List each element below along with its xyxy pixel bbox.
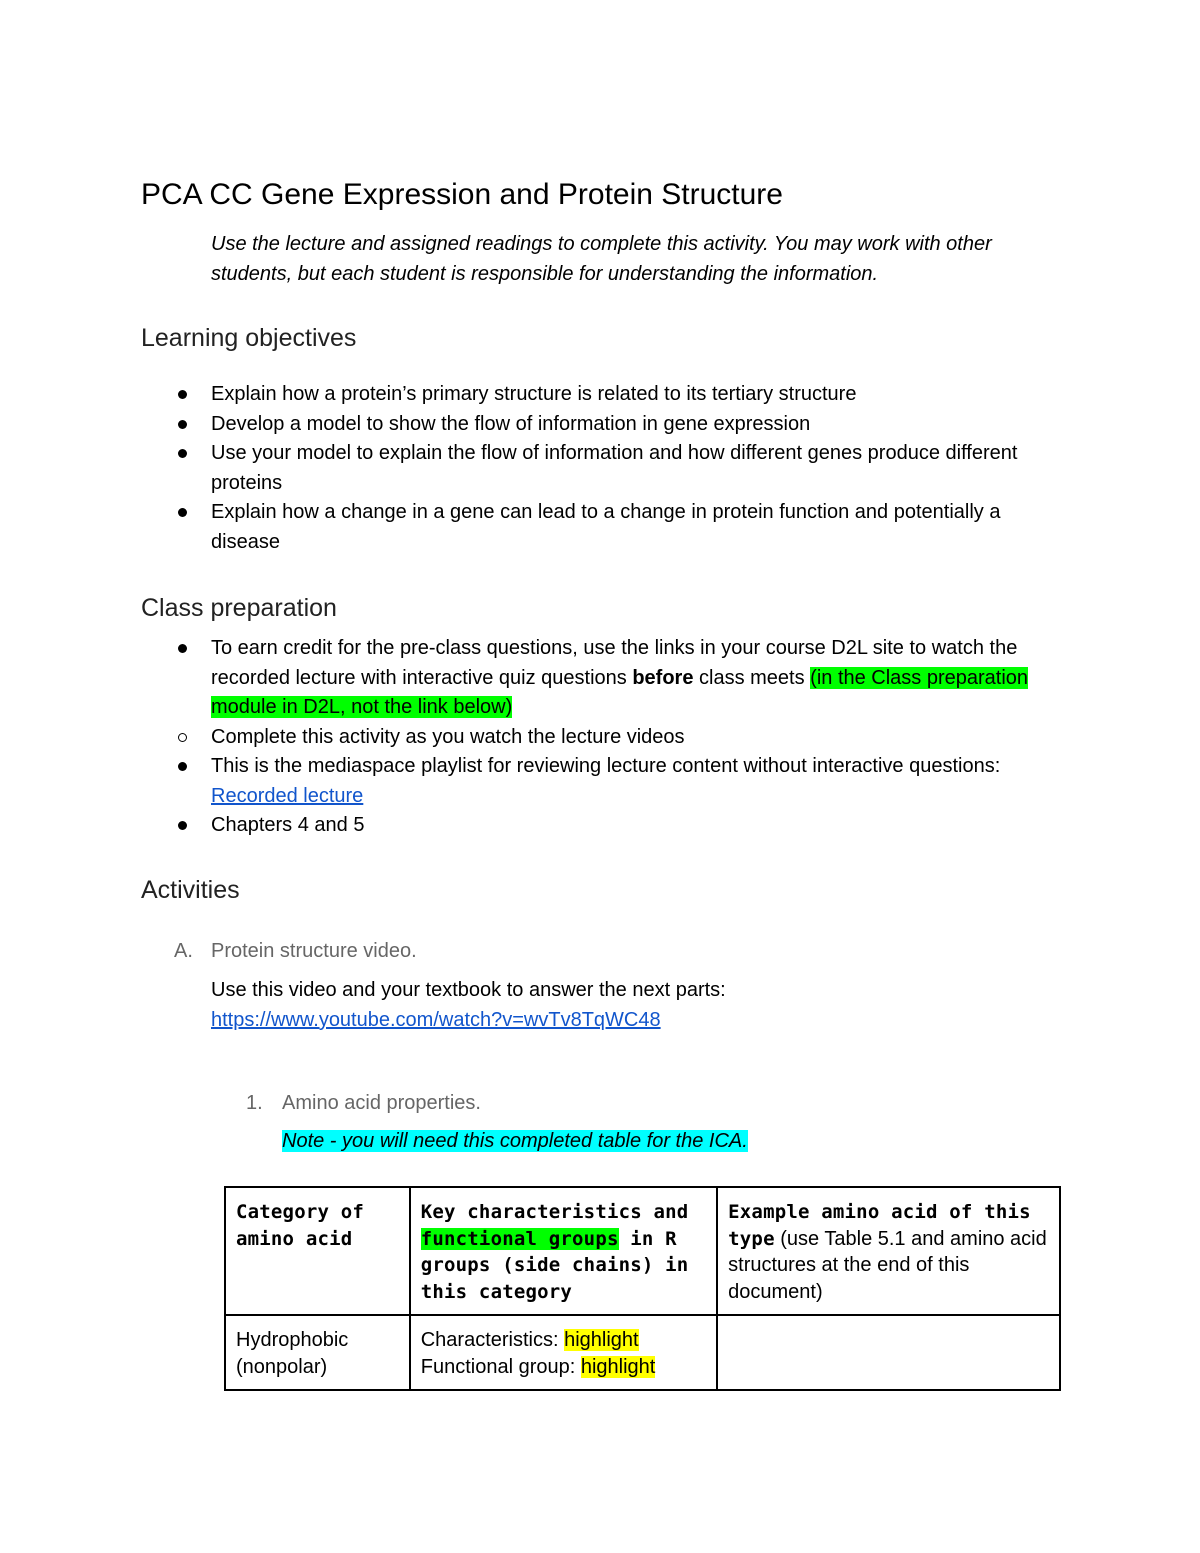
list-item: To earn credit for the pre-class questions, use the links in your course D2L site to watch the recorded lecture with interactive quiz questions before class meets (in the Class preparation module in D2L, not the link below)	[211, 634, 1061, 723]
bullet-icon	[178, 644, 187, 653]
youtube-video-link[interactable]: https://www.youtube.com/watch?v=wvTv8TqWC48	[211, 1009, 661, 1031]
item-title: Amino acid properties.	[282, 1092, 481, 1114]
section-title: Protein structure video.	[211, 940, 417, 962]
table-header-cell: Key characteristics and functional groups in R groups (side chains) in this category	[410, 1187, 717, 1315]
list-item: This is the mediaspace playlist for reviewing lecture content without interactive questions: Recorded lecture	[211, 752, 1061, 811]
learning-objectives-heading: Learning objectives	[141, 324, 357, 352]
bullet-icon	[178, 762, 187, 771]
section-instructions: Use this video and your textbook to answer the next parts:	[211, 979, 726, 1001]
highlighted-text: (in the Class preparation module in D2L, not the link below)	[211, 666, 1029, 718]
section-marker: A.	[174, 940, 193, 962]
table-header-cell: Example amino acid of this type (use Table 5.1 and amino acid structures at the end of this document)	[717, 1187, 1060, 1315]
bullet-icon	[178, 420, 187, 429]
activities-heading: Activities	[141, 876, 240, 904]
item-marker: 1.	[246, 1092, 263, 1114]
class-preparation-heading: Class preparation	[141, 594, 337, 622]
amino-acid-table	[224, 1186, 1061, 1391]
list-item: Explain how a change in a gene can lead to a change in protein function and potentially a disease	[211, 498, 1061, 557]
list-item: Chapters 4 and 5	[211, 811, 1061, 841]
table-cell[interactable]: Characteristics: highlight Functional group: highlight	[410, 1315, 717, 1390]
bullet-icon	[178, 821, 187, 830]
note-text: Note - you will need this completed table for the ICA.	[282, 1130, 748, 1152]
list-item: Use your model to explain the flow of information and how different genes produce different proteins	[211, 439, 1061, 498]
bullet-icon	[178, 449, 187, 458]
circle-bullet-icon	[178, 733, 187, 742]
table-header-cell: Category of amino acid	[225, 1187, 410, 1315]
bullet-icon	[178, 390, 187, 399]
bullet-icon	[178, 508, 187, 517]
table-cell: Hydrophobic (nonpolar)	[225, 1315, 410, 1390]
table-header-row	[225, 1187, 1060, 1315]
learning-objectives-list	[211, 380, 1061, 557]
intro-text: Use the lecture and assigned readings to complete this activity. You may work with other students, but each student is responsible for understanding the information.	[211, 233, 992, 285]
list-item: Develop a model to show the flow of information in gene expression	[211, 410, 1061, 440]
list-item: Explain how a protein’s primary structure is related to its tertiary structure	[211, 380, 1061, 410]
class-preparation-list	[211, 634, 1061, 841]
table-row	[225, 1315, 1060, 1390]
recorded-lecture-link[interactable]: Recorded lecture	[211, 784, 364, 807]
sub-list-item: Complete this activity as you watch the lecture videos	[140, 723, 1061, 753]
page-title: PCA CC Gene Expression and Protein Structure	[141, 178, 783, 211]
table-cell-empty[interactable]	[717, 1315, 1060, 1390]
